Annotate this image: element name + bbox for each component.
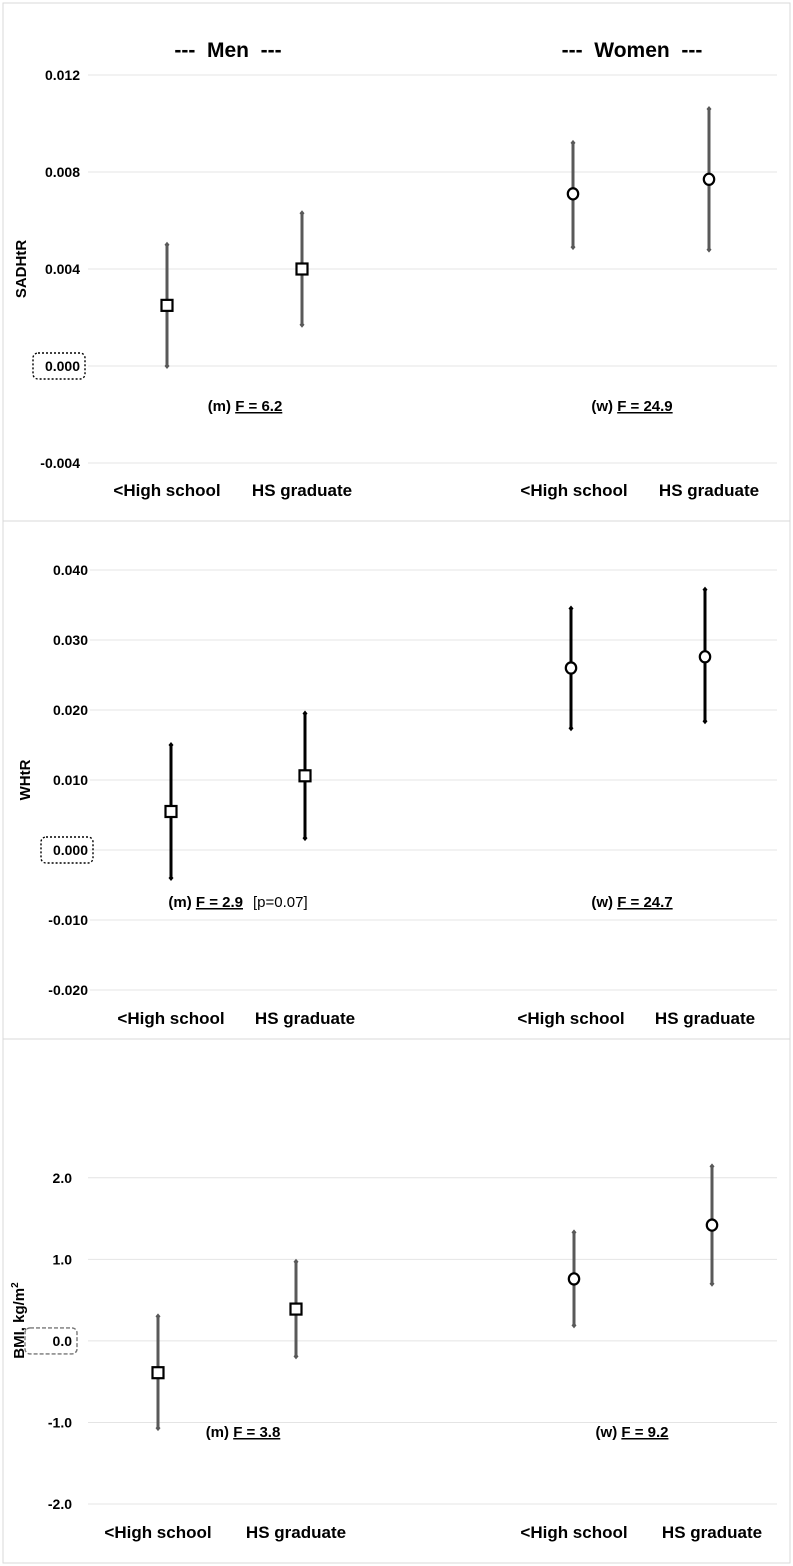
annotation-stat: F = 2.9 [195,894,243,911]
error-cap [569,606,574,612]
annotation-prefix: (w) [595,1424,622,1441]
circle-marker [707,1219,717,1230]
women-header: --- Women --- [561,39,703,62]
annotation-prefix: (m) [168,894,196,911]
y-axis-label-sup: 2 [10,1282,21,1288]
panel-sadhtr [3,3,790,521]
error-cap [571,244,576,250]
error-cap [165,363,170,369]
square-marker [300,770,311,781]
data-point-men [300,711,311,842]
y-axis-label: WHtR [17,759,34,801]
annotation-note: [p=0.07] [252,894,308,911]
y-tick-label: 2.0 [52,1169,72,1186]
f-statistic-annotation [591,398,672,415]
data-point-women [566,606,576,732]
x-category-label: <High school [113,481,221,500]
square-marker [297,264,308,275]
square-marker [162,300,173,311]
circle-marker [700,651,710,662]
x-category-label: HS graduate [254,1009,356,1028]
y-tick-label: 0.008 [44,164,80,180]
f-statistic-annotation [206,1424,281,1441]
square-marker [166,806,177,817]
y-tick-label: 0.0 [52,1332,72,1349]
y-tick-label: 0.000 [44,358,80,374]
panel-border [3,1039,790,1563]
f-statistic-annotation [596,1424,669,1441]
error-cap [569,725,574,731]
annotation-stat: F = 9.2 [621,1424,669,1441]
y-tick-label: 0.030 [52,632,88,648]
annotation-prefix: (m) [205,1424,234,1441]
error-cap [169,742,174,748]
error-cap [300,210,305,216]
f-statistic-annotation [168,894,307,911]
error-cap [707,106,712,112]
y-axis-label: BMI, $kg/m^2$ [10,1282,28,1359]
x-category-label: <High school [520,1523,628,1542]
x-category-label: <High school [104,1523,212,1542]
error-cap [703,587,708,593]
data-point-women [707,1163,717,1286]
data-point-women [700,587,710,725]
annotation-stat: F = 3.8 [233,1424,281,1441]
annotation-stat: F = 24.9 [617,398,673,415]
data-point-women [704,106,714,253]
error-cap [294,1353,299,1359]
y-tick-label: 0.000 [52,842,88,858]
circle-marker [566,662,576,673]
error-cap [572,1322,577,1328]
circle-marker [704,174,714,185]
annotation-stat: F = 6.2 [235,398,283,415]
circle-marker [568,188,578,199]
data-point-men [153,1313,164,1431]
y-tick-label: -0.010 [48,912,88,928]
error-cap [710,1281,715,1287]
group-headers [174,39,702,62]
error-cap [707,247,712,253]
y-tick-label: 0.012 [44,67,80,83]
f-statistic-annotation [208,398,283,415]
y-axis-label: SADHtR [13,239,30,299]
annotation-prefix: (w) [591,894,618,911]
annotation-prefix: (w) [591,398,618,415]
annotation-stat: F = 24.7 [617,894,673,911]
error-cap [710,1163,715,1169]
data-point-men [297,210,308,328]
x-category-label: <High school [517,1009,625,1028]
x-category-label: HS graduate [661,1523,763,1542]
data-point-women [569,1229,579,1328]
y-tick-label: -0.020 [48,982,88,998]
error-cap [156,1313,161,1319]
error-cap [156,1425,161,1431]
x-category-label: HS graduate [654,1009,756,1028]
annotation-prefix: (m) [207,398,236,415]
y-tick-label: -0.004 [40,455,80,471]
panels [3,3,790,1563]
data-point-men [166,742,177,881]
panel-border [3,3,790,521]
y-tick-label: -2.0 [47,1496,72,1512]
error-cap [303,835,308,841]
error-cap [300,322,305,328]
x-category-label: HS graduate [251,481,353,500]
panel-whtr [3,521,790,1039]
x-category-label: <High school [117,1009,225,1028]
men-header: --- Men --- [174,39,282,62]
x-category-label: HS graduate [245,1523,347,1542]
data-point-women [568,140,578,250]
panel-bmi [3,1039,790,1563]
circle-marker [569,1273,579,1284]
y-tick-label: 0.020 [52,702,88,718]
y-tick-label: -1.0 [47,1414,72,1431]
error-cap [571,140,576,146]
x-category-label: <High school [520,481,628,500]
square-marker [153,1367,164,1378]
error-cap [303,711,308,717]
y-tick-label: 1.0 [52,1251,72,1268]
y-tick-label: 0.010 [52,772,88,788]
f-statistic-annotation [591,894,672,911]
data-point-men [162,242,173,369]
error-cap [169,875,174,881]
error-cap [165,242,170,248]
data-point-men [291,1259,302,1360]
square-marker [291,1304,302,1315]
y-tick-label: 0.040 [52,562,88,578]
error-cap [572,1229,577,1235]
y-tick-label: 0.004 [44,261,80,277]
error-cap [703,718,708,724]
x-category-label: HS graduate [658,481,760,500]
